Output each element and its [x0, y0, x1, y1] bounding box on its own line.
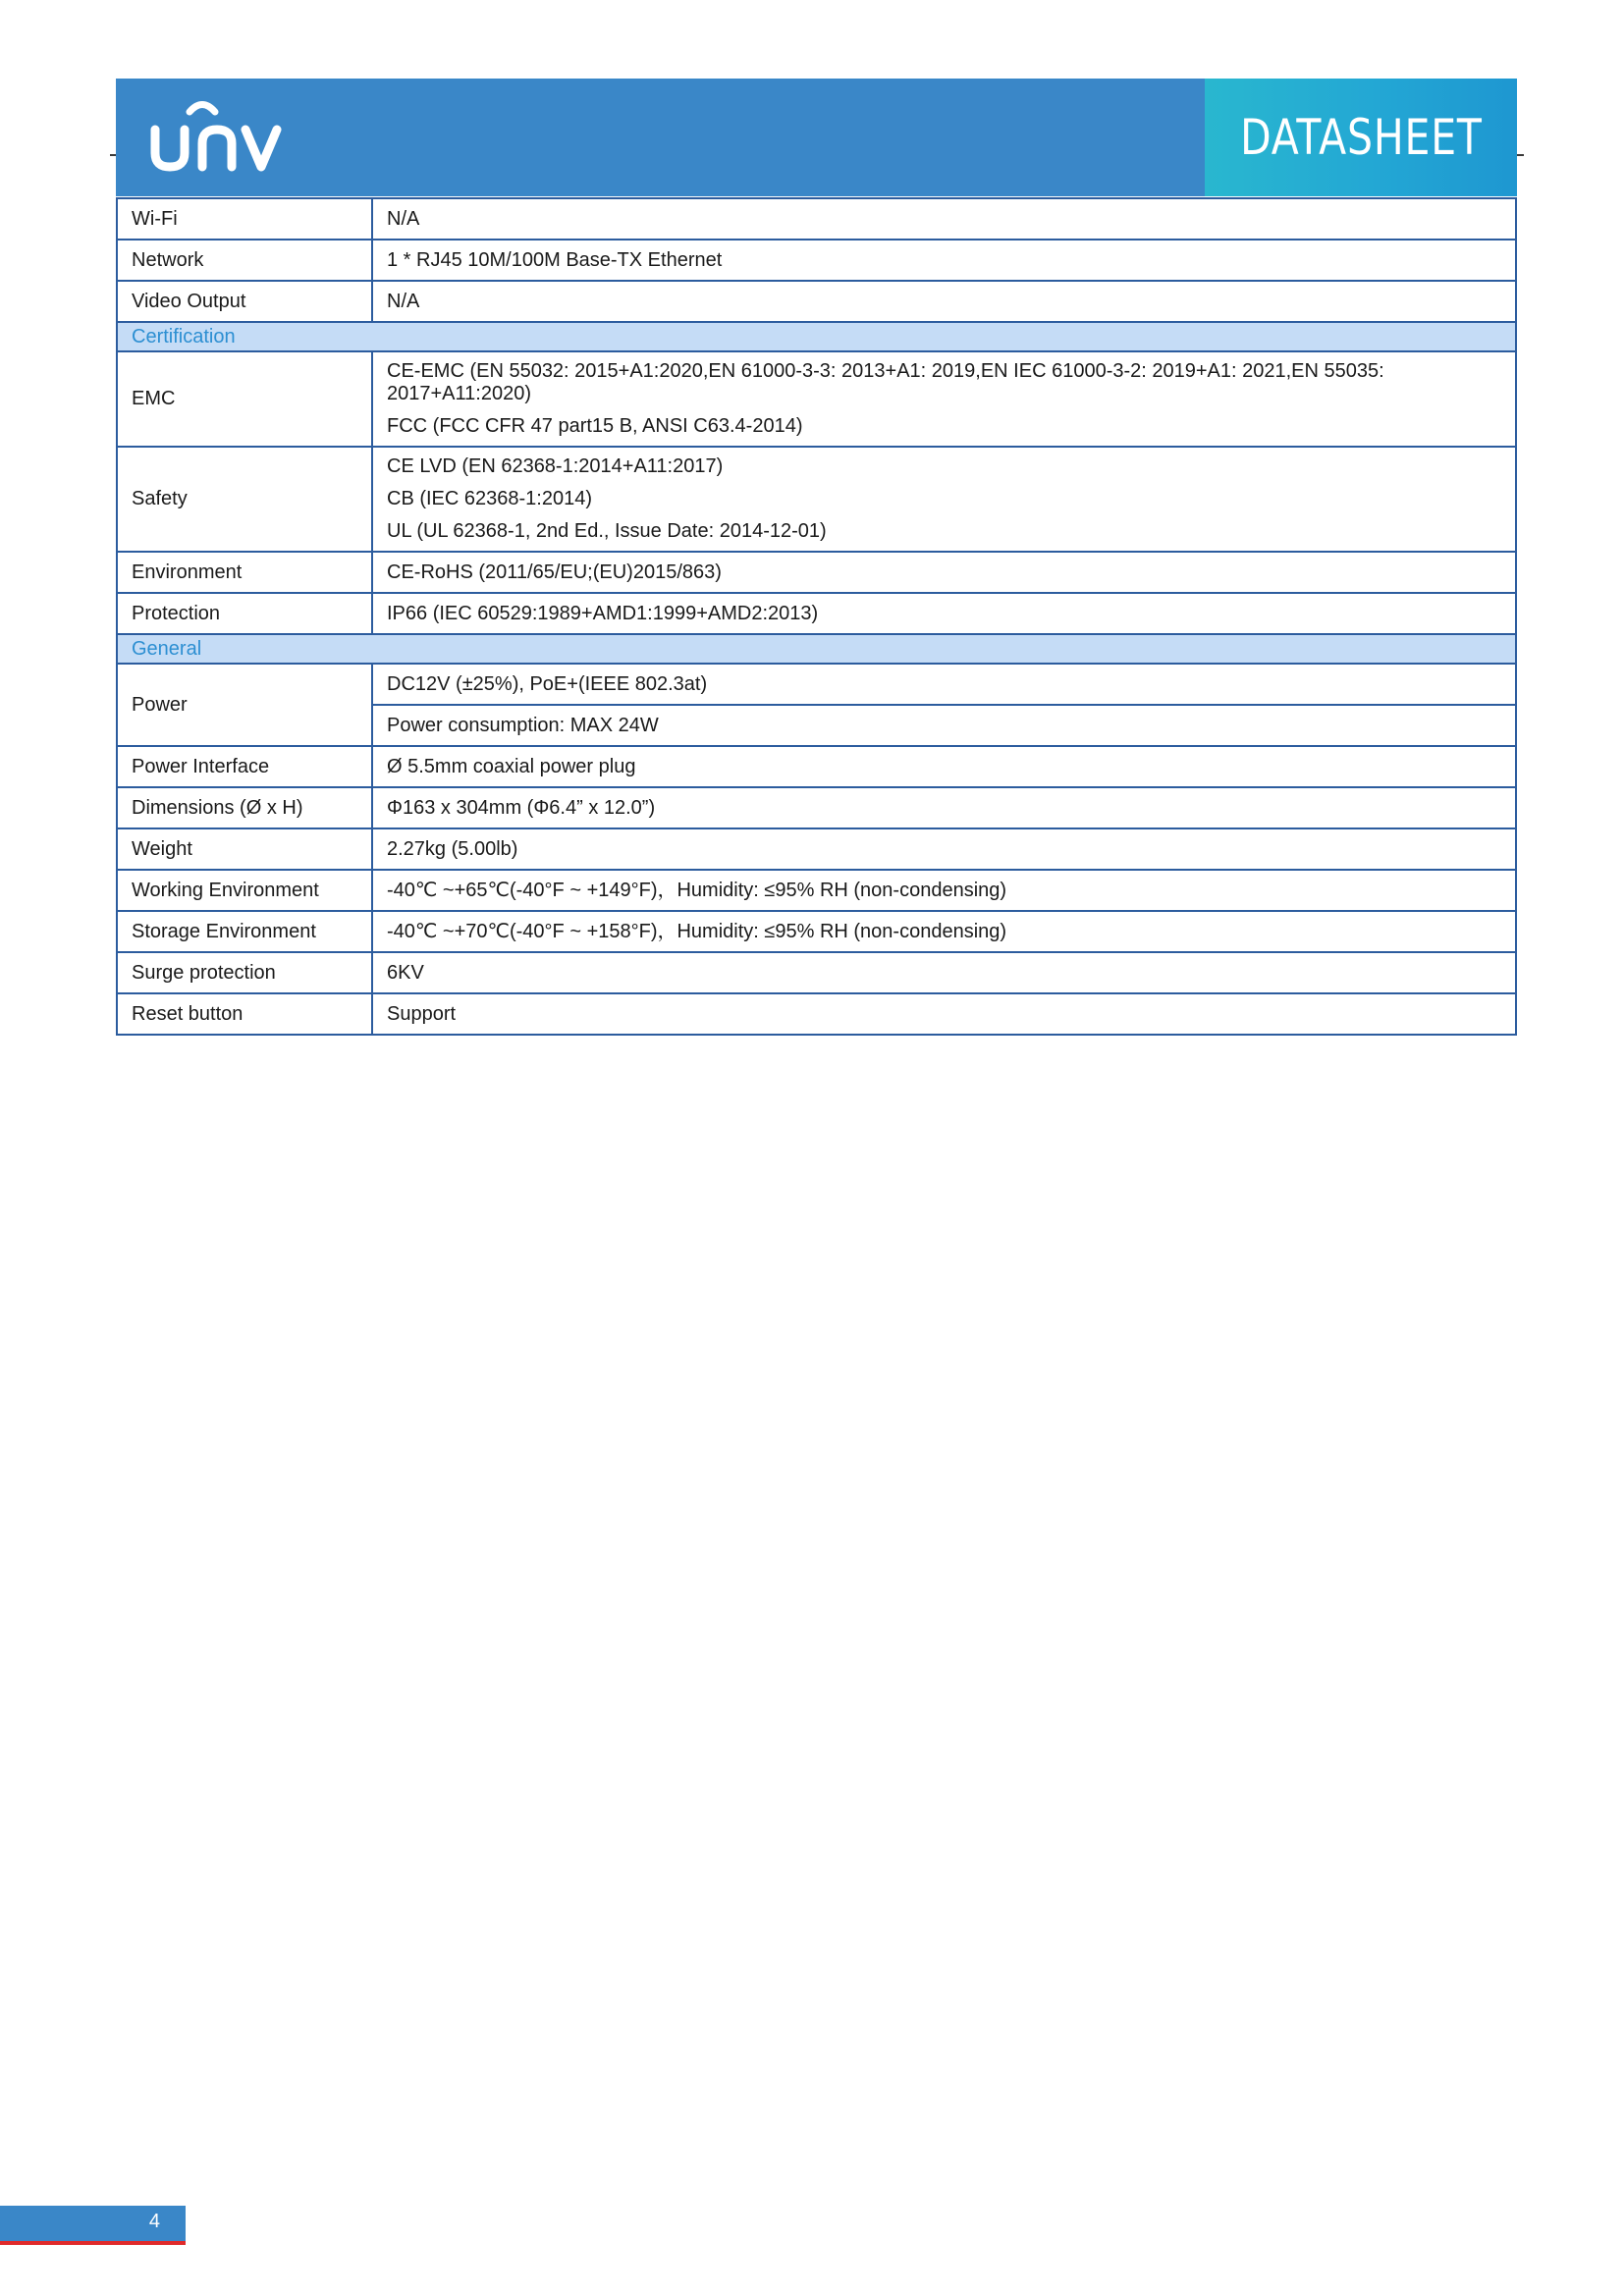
row-value — [372, 447, 1516, 552]
row-value: IP66 (IEC 60529:1989+AMD1:1999+AMD2:2013) — [372, 593, 1516, 634]
row-label: Power — [117, 664, 372, 746]
row-value: N/A — [372, 198, 1516, 240]
row-label: Environment — [117, 552, 372, 593]
row-value: CE-RoHS (2011/65/EU;(EU)2015/863) — [372, 552, 1516, 593]
row-label: Safety — [117, 447, 372, 552]
row-value: Ø 5.5mm coaxial power plug — [372, 746, 1516, 787]
table-row — [117, 828, 1516, 870]
row-label: Surge protection — [117, 952, 372, 993]
value-line: CE-EMC (EN 55032: 2015+A1:2020,EN 61000-3-3: 2013+A1: 2019,EN IEC 61000-3-2: 2019+A1: 2021,EN 55035: 2017+A11:2020) — [387, 360, 1384, 404]
table-row — [117, 198, 1516, 240]
row-label: Weight — [117, 828, 372, 870]
section-title: Certification — [117, 322, 1516, 351]
value-line: FCC (FCC CFR 47 part15 B, ANSI C63.4-2014) — [387, 415, 803, 437]
row-value: Φ163 x 304mm (Φ6.4” x 12.0”) — [372, 787, 1516, 828]
row-label: Wi-Fi — [117, 198, 372, 240]
row-label: EMC — [117, 351, 372, 447]
datasheet-label: DATASHEET — [1239, 109, 1483, 166]
page-number: 4 — [148, 2211, 160, 2232]
table-row — [117, 746, 1516, 787]
section-header-general — [117, 634, 1516, 664]
datasheet-badge — [1205, 79, 1517, 196]
row-label: Video Output — [117, 281, 372, 322]
row-label: Working Environment — [117, 870, 372, 911]
row-label: Dimensions (Ø x H) — [117, 787, 372, 828]
table-row — [117, 593, 1516, 634]
unv-logo — [143, 92, 291, 181]
table-row — [117, 351, 1516, 447]
table-row — [117, 993, 1516, 1035]
footer-accent-line — [0, 2241, 186, 2245]
section-header-certification — [117, 322, 1516, 351]
spec-table — [116, 197, 1517, 1036]
row-label: Reset button — [117, 993, 372, 1035]
table-row — [117, 952, 1516, 993]
table-row — [117, 240, 1516, 281]
row-value — [372, 351, 1516, 447]
table-row — [117, 787, 1516, 828]
table-row — [117, 552, 1516, 593]
section-title: General — [117, 634, 1516, 664]
row-label: Storage Environment — [117, 911, 372, 952]
row-label: Protection — [117, 593, 372, 634]
row-value: Power consumption: MAX 24W — [372, 705, 1516, 746]
row-value: Support — [372, 993, 1516, 1035]
table-row — [117, 664, 1516, 705]
page-header — [116, 79, 1517, 196]
row-value: -40℃ ~+70℃(-40°F ~ +158°F)，Humidity: ≤95% RH (non-condensing) — [372, 911, 1516, 952]
table-row — [117, 870, 1516, 911]
row-value: -40℃ ~+65℃(-40°F ~ +149°F)，Humidity: ≤95% RH (non-condensing) — [372, 870, 1516, 911]
row-value: DC12V (±25%), PoE+(IEEE 802.3at) — [372, 664, 1516, 705]
row-value: 6KV — [372, 952, 1516, 993]
value-line: UL (UL 62368-1, 2nd Ed., Issue Date: 2014-12-01) — [387, 520, 827, 542]
row-value: 2.27kg (5.00lb) — [372, 828, 1516, 870]
row-label: Power Interface — [117, 746, 372, 787]
table-row — [117, 281, 1516, 322]
page-number-box — [0, 2206, 186, 2241]
table-row — [117, 447, 1516, 552]
row-label: Network — [117, 240, 372, 281]
value-line: CE LVD (EN 62368-1:2014+A11:2017) — [387, 455, 724, 477]
value-line: CB (IEC 62368-1:2014) — [387, 488, 593, 509]
table-row — [117, 911, 1516, 952]
row-value: 1 * RJ45 10M/100M Base-TX Ethernet — [372, 240, 1516, 281]
row-value: N/A — [372, 281, 1516, 322]
